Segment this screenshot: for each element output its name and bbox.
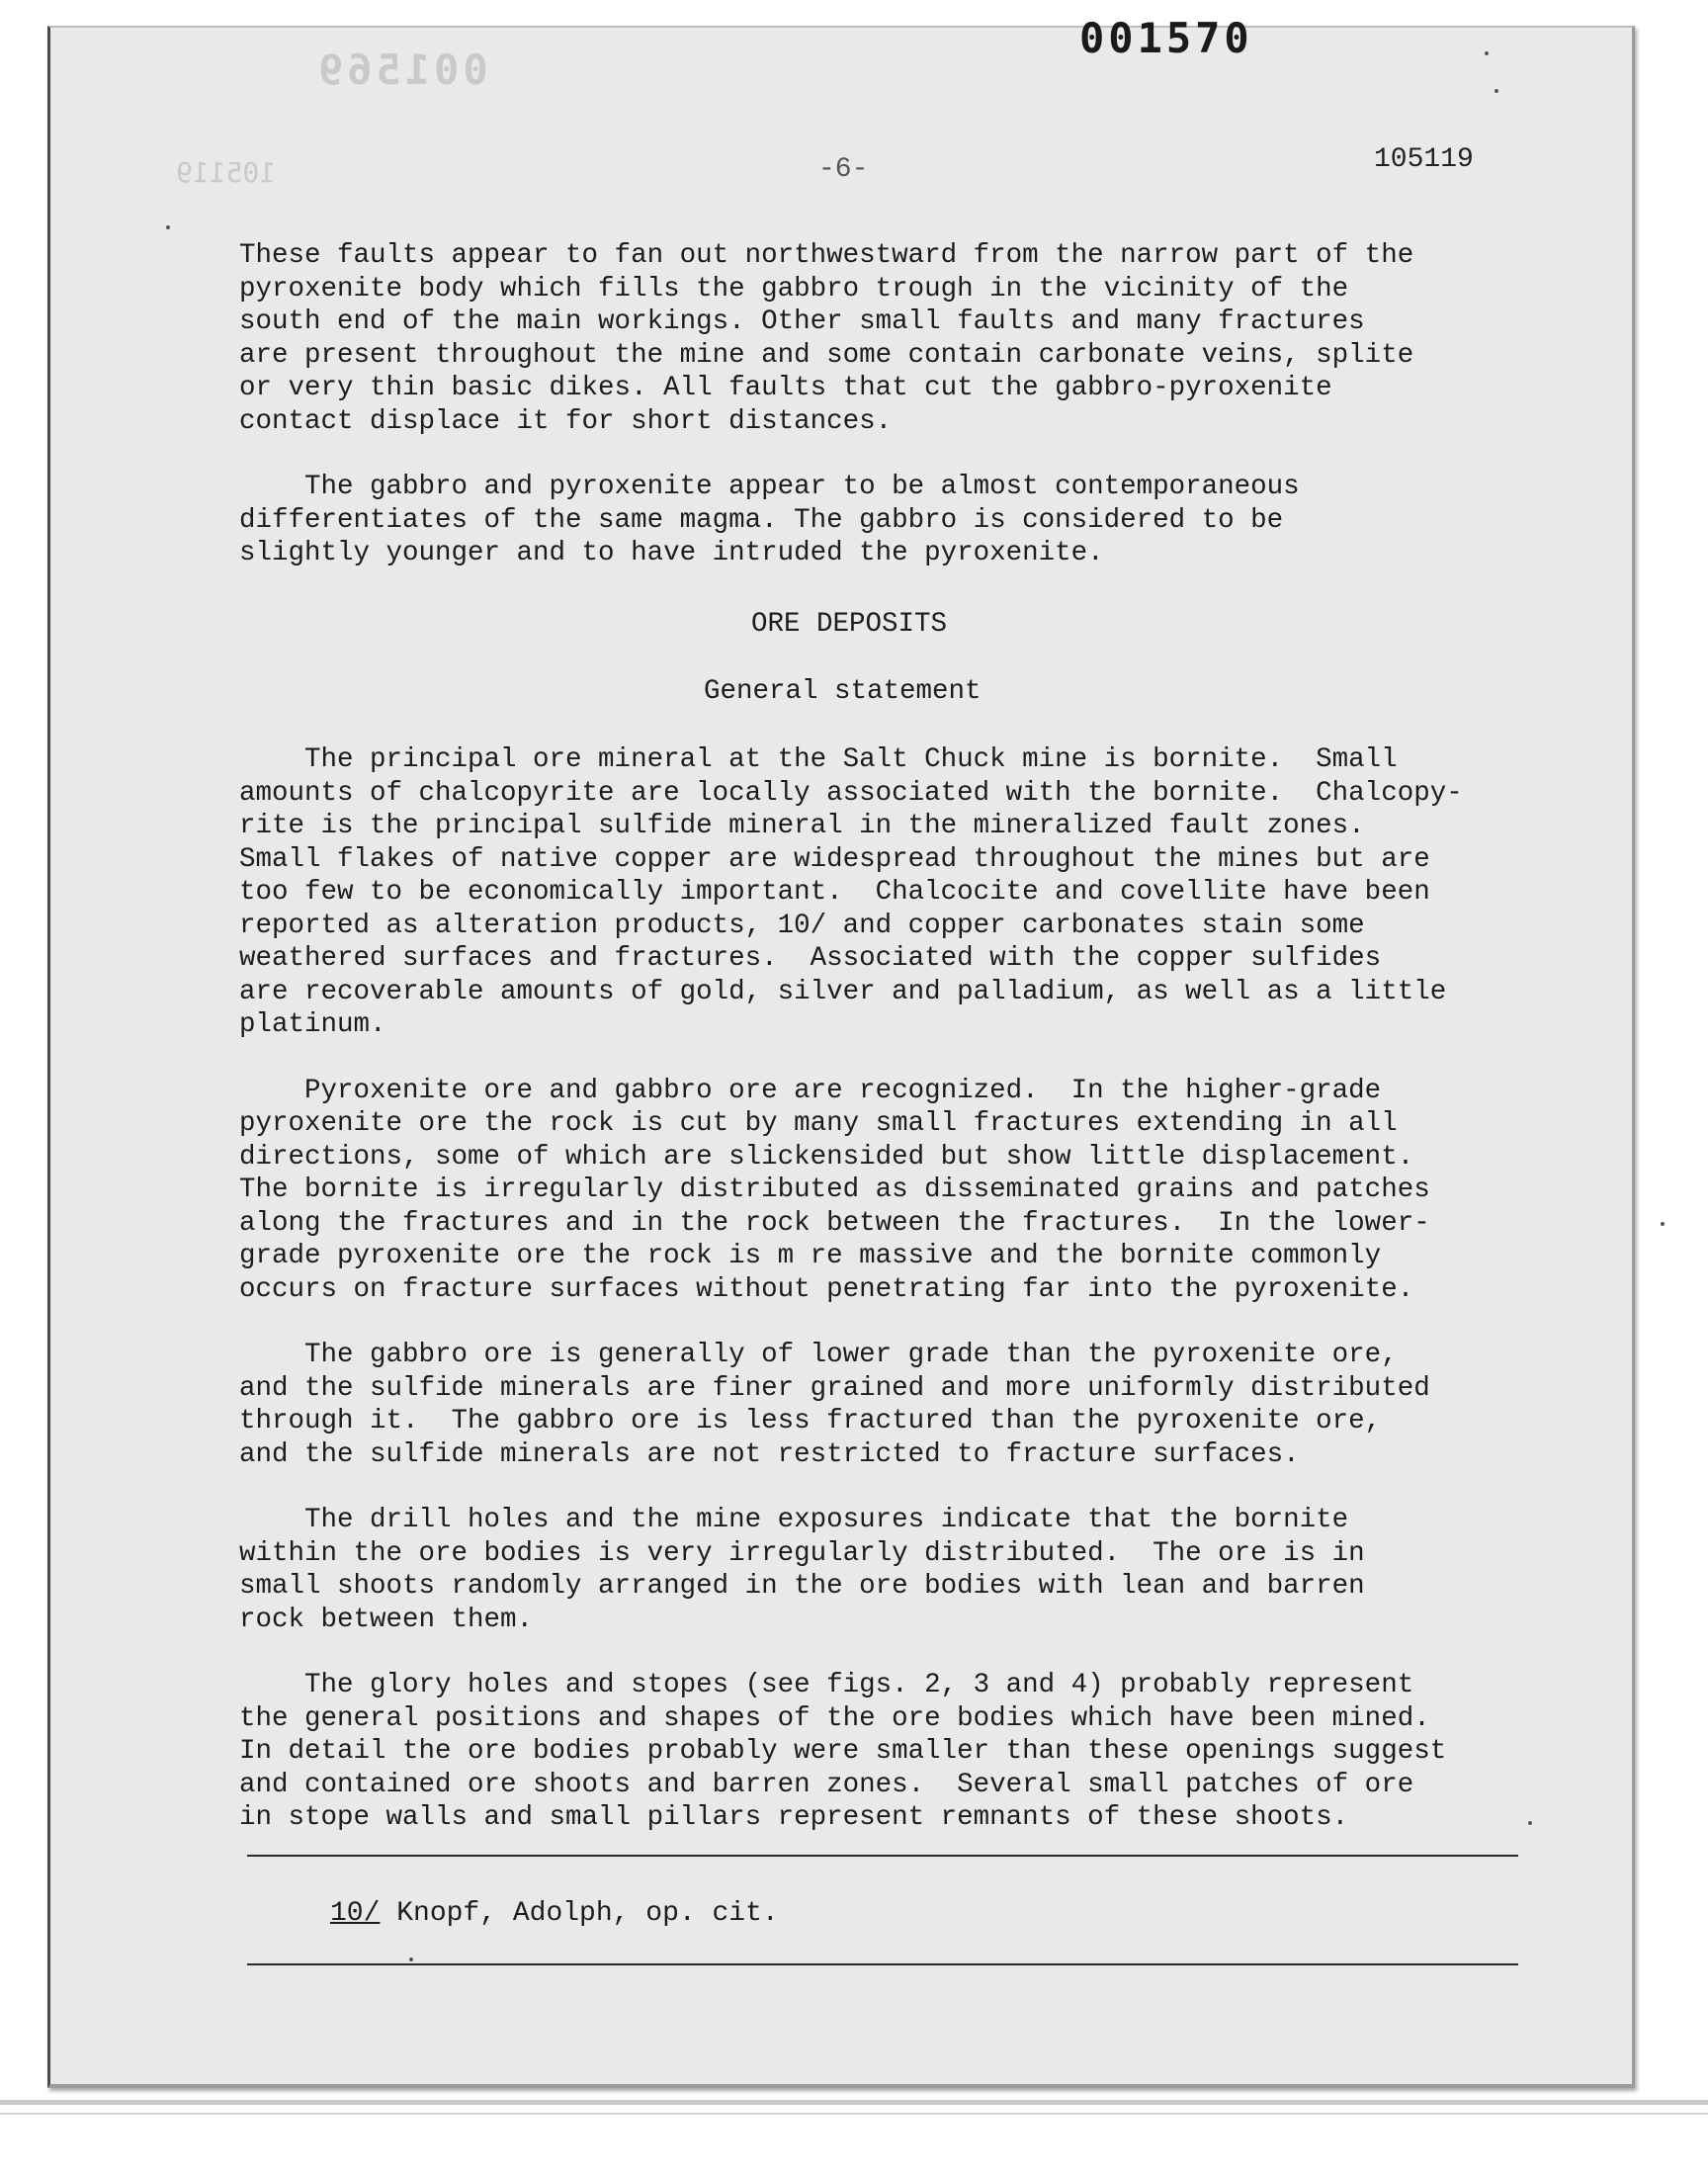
footnote-marker: 10/ [330, 1898, 381, 1929]
text-line: along the fractures and in the rock between the fractures. In the lower- [239, 1207, 1430, 1239]
text-line: or very thin basic dikes. All faults that cut the gabbro-pyroxenite [239, 373, 1332, 403]
text-line: and contained ore shoots and barren zones. Several small patches of ore [239, 1769, 1414, 1800]
text-line: directions, some of which are slickensided but show little displacement. [239, 1141, 1414, 1173]
document-stamp-number: 001570 [1079, 14, 1253, 62]
text-line: The bornite is irregularly distributed as disseminated grains and patches [239, 1174, 1430, 1205]
page-number: -6- [818, 154, 869, 185]
paragraph-drill-holes [239, 1504, 1504, 1636]
text-line: rite is the principal sulfide mineral in the mineralized fault zones. [239, 811, 1365, 841]
scan-speck [409, 1958, 413, 1961]
text-line: The principal ore mineral at the Salt Chuck mine is bornite. Small [239, 744, 1398, 775]
scan-speck [1494, 89, 1498, 93]
text-line: platinum. [239, 1009, 386, 1040]
section-heading: ORE DEPOSITS [751, 609, 948, 640]
paragraph-faults [239, 239, 1504, 438]
text-line: weathered surfaces and fractures. Associated with the copper sulfides [239, 943, 1382, 974]
bleed-through-stamp: 001569 [314, 45, 488, 94]
text-line: and the sulfide minerals are finer grained and more uniformly distributed [239, 1372, 1430, 1404]
intro-text-block [239, 239, 1504, 603]
text-line: reported as alteration products, 10/ and copper carbonates stain some [239, 910, 1365, 941]
text-line: differentiates of the same magma. The gabbro is considered to be [239, 504, 1284, 536]
scanner-edge [0, 2113, 1708, 2115]
text-line: Small flakes of native copper are widespread throughout the mines but are [239, 843, 1430, 875]
text-line: slightly younger and to have intruded the pyroxenite. [239, 538, 1104, 568]
scan-speck [1661, 1222, 1665, 1226]
paragraph-principal-ore [239, 743, 1504, 1042]
text-line: through it. The gabbro ore is less fractured than the pyroxenite ore, [239, 1406, 1382, 1436]
section-subheading: General statement [704, 676, 982, 707]
text-line: amounts of chalcopyrite are locally associated with the bornite. Chalcopy- [239, 777, 1463, 809]
footnote-divider-bottom [247, 1963, 1518, 1965]
text-line: in stope walls and small pillars represent remnants of these shoots. [239, 1802, 1349, 1833]
text-line: pyroxenite ore the rock is cut by many small fractures extending in all [239, 1108, 1398, 1139]
text-line: These faults appear to fan out northwestward from the narrow part of the [239, 240, 1414, 271]
scan-speck [1485, 51, 1489, 55]
paragraph-pyroxenite-ore [239, 1075, 1504, 1307]
text-line: The gabbro and pyroxenite appear to be almost contemporaneous [239, 472, 1300, 502]
paragraph-gabbro [239, 471, 1504, 570]
paragraph-gabbro-ore [239, 1339, 1504, 1471]
scanner-edge [0, 2100, 1708, 2105]
text-line: Pyroxenite ore and gabbro ore are recognized. In the higher-grade [239, 1075, 1382, 1106]
text-line: are present throughout the mine and some contain carbonate veins, splite [239, 339, 1414, 371]
text-line: within the ore bodies is very irregularly distributed. The ore is in [239, 1537, 1365, 1569]
text-line: small shoots randomly arranged in the ore bodies with lean and barren [239, 1571, 1365, 1602]
text-line: south end of the main workings. Other small faults and many fractures [239, 306, 1365, 337]
bleed-through-serial: 105119 [176, 156, 277, 189]
text-line: The drill holes and the mine exposures indicate that the bornite [239, 1505, 1349, 1535]
text-line: The gabbro ore is generally of lower grade than the pyroxenite ore, [239, 1340, 1398, 1370]
text-line: The glory holes and stopes (see figs. 2, 3 and 4) probably represent [239, 1670, 1414, 1700]
text-line: rock between them. [239, 1604, 534, 1635]
text-line: grade pyroxenite ore the rock is m re massive and the bornite commonly [239, 1241, 1382, 1271]
footnote [330, 1898, 779, 1929]
ore-deposits-text-block [239, 743, 1504, 1868]
text-line: the general positions and shapes of the ore bodies which have been mined. [239, 1702, 1430, 1734]
scan-speck [1528, 1821, 1532, 1825]
text-line: In detail the ore bodies probably were smaller than these openings suggest [239, 1736, 1447, 1767]
footnote-divider-top [247, 1855, 1518, 1857]
serial-number: 105119 [1374, 144, 1474, 175]
text-line: too few to be economically important. Chalcocite and covellite have been [239, 877, 1430, 908]
scan-speck [166, 225, 170, 229]
text-line: and the sulfide minerals are not restricted to fracture surfaces. [239, 1438, 1300, 1470]
text-line: contact displace it for short distances. [239, 405, 893, 437]
text-line: occurs on fracture surfaces without penetrating far into the pyroxenite. [239, 1273, 1414, 1305]
text-line: pyroxenite body which fills the gabbro trough in the vicinity of the [239, 273, 1349, 304]
paragraph-glory-holes [239, 1669, 1504, 1835]
footnote-text: Knopf, Adolph, op. cit. [380, 1898, 779, 1929]
text-line: are recoverable amounts of gold, silver and palladium, as well as a little [239, 976, 1447, 1007]
